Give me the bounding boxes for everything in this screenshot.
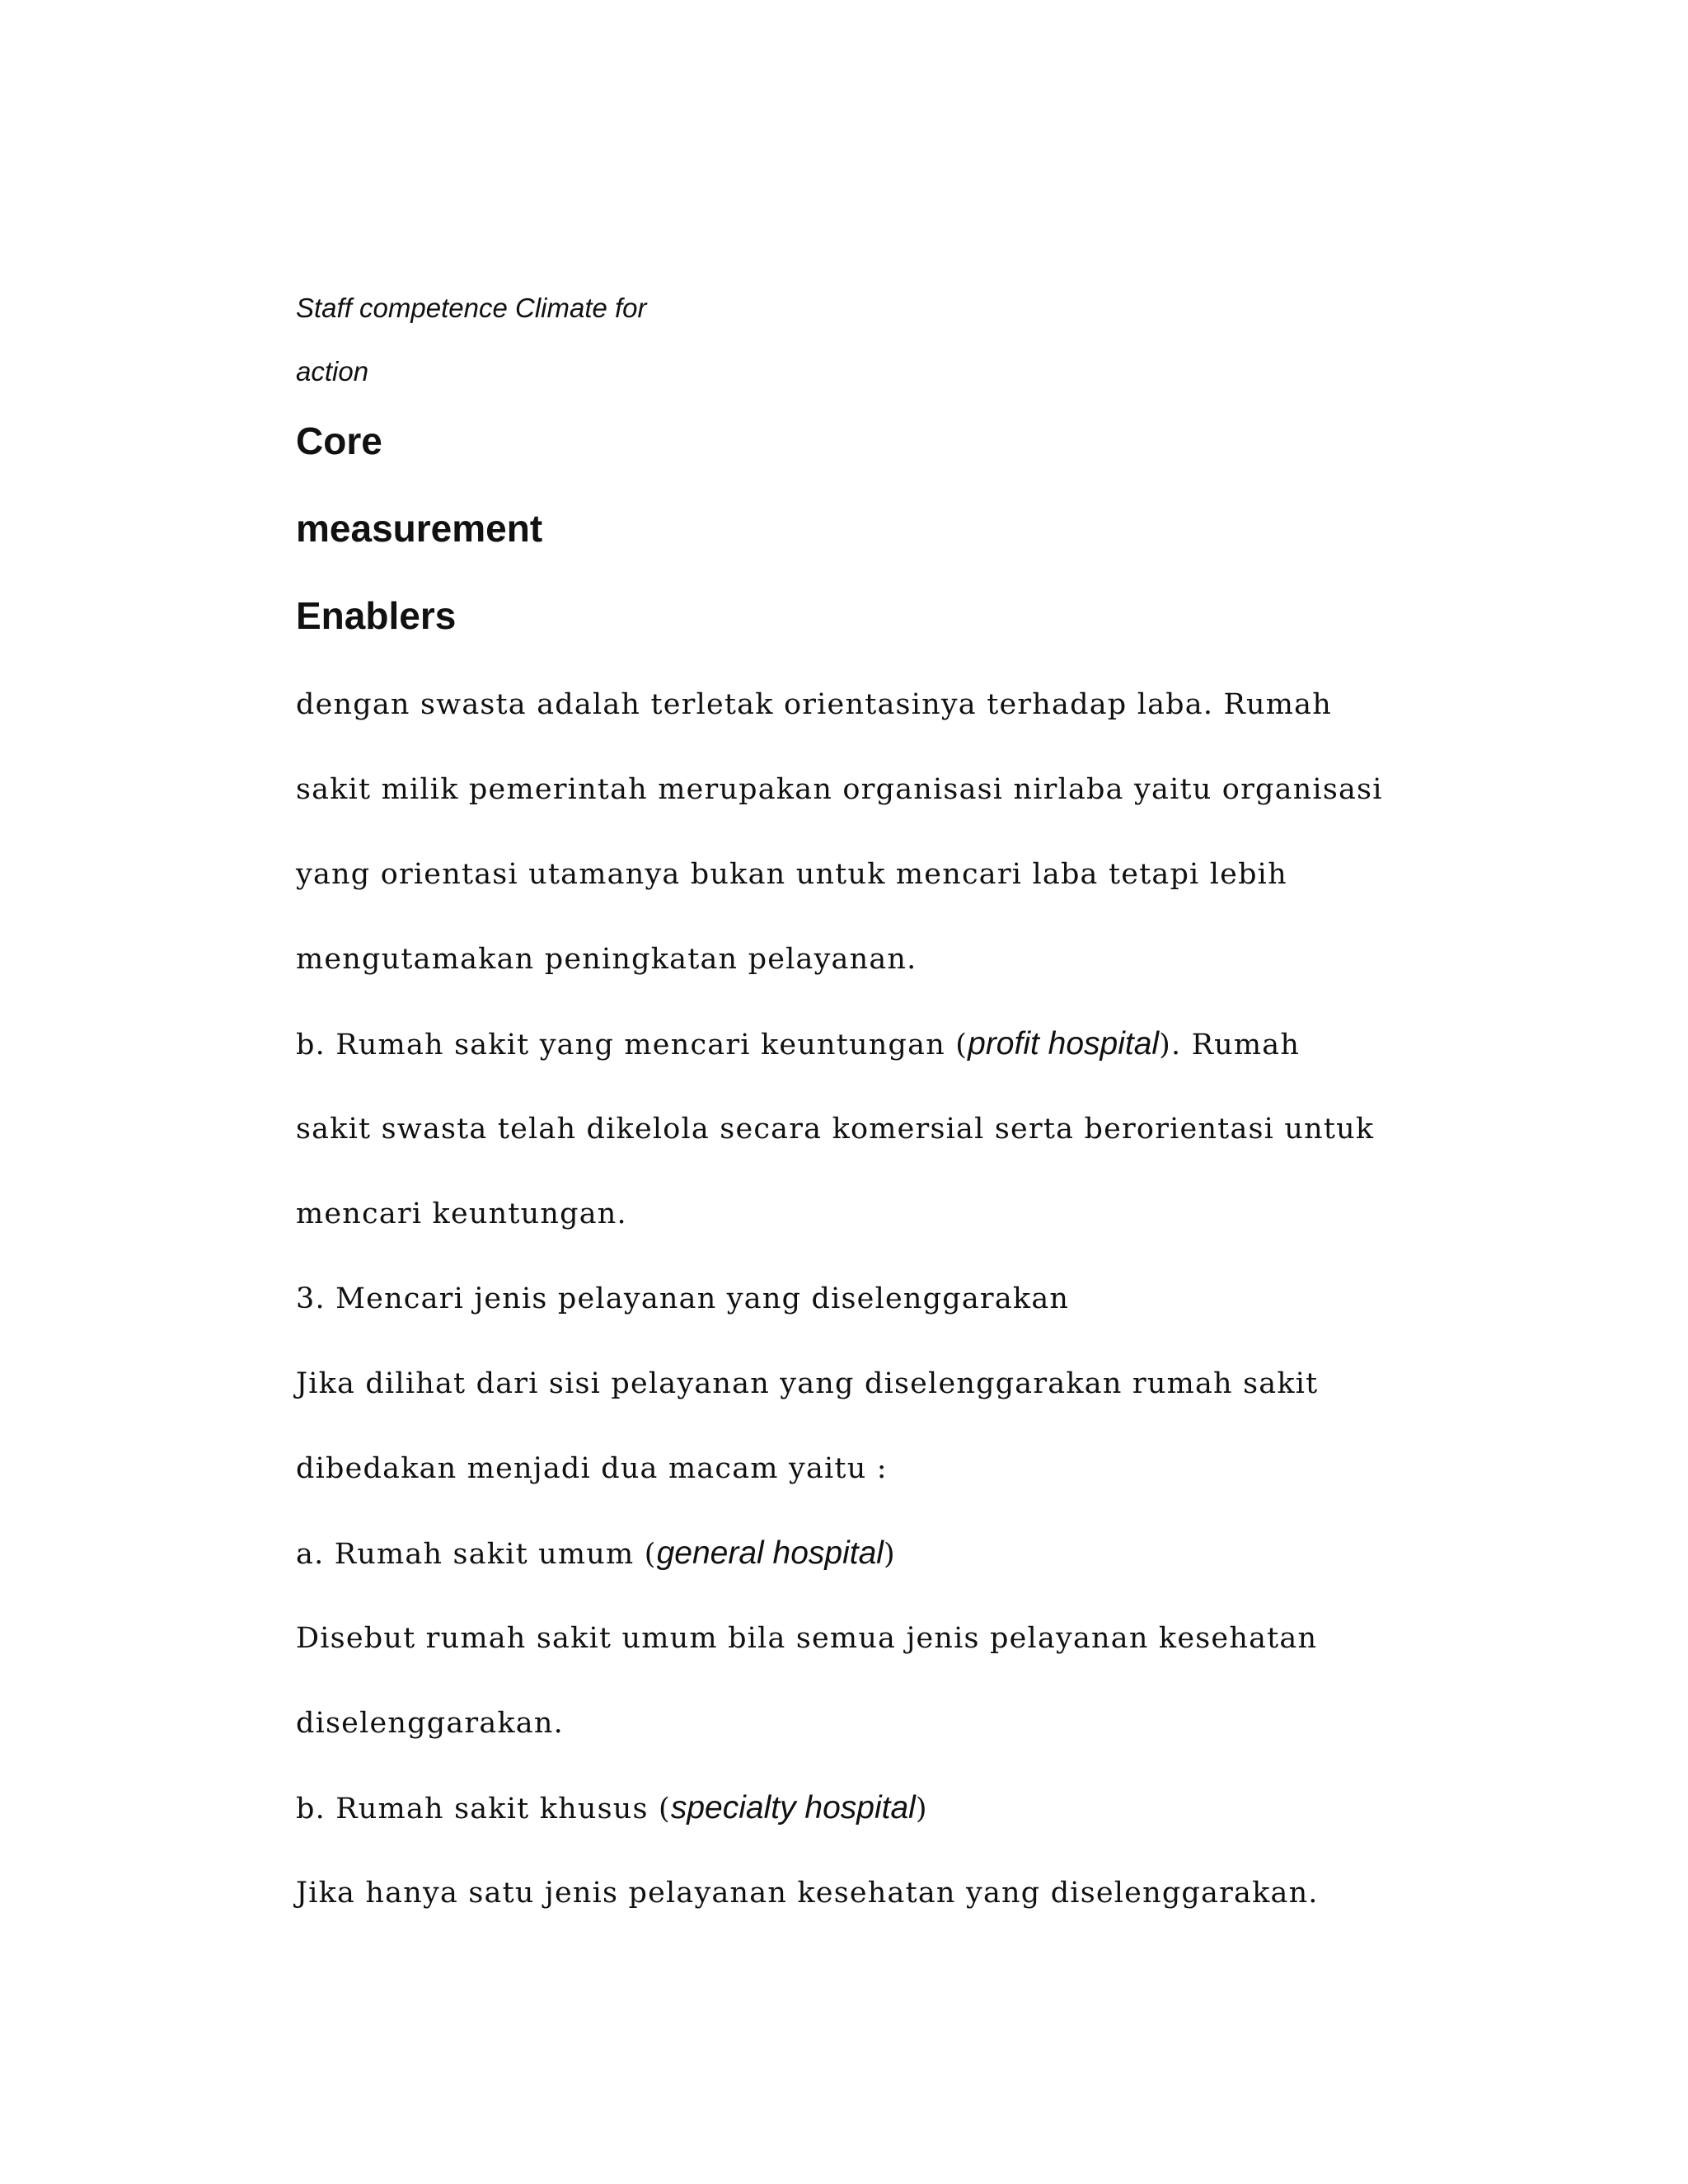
emphasis-term: general hospital (656, 1535, 884, 1571)
paragraph-line: diselenggarakan. (296, 1707, 564, 1740)
heading-core: Core (296, 419, 382, 462)
paragraph-line: sakit milik pemerintah merupakan organisasi nirlaba yaitu organisasi (296, 773, 1383, 806)
list-item-specialty-hospital (296, 1788, 928, 1830)
list-item-profit-hospital (296, 1024, 1300, 1066)
paragraph-line: mengutamakan peningkatan pelayanan. (296, 943, 917, 976)
paragraph-line: mencari keuntungan. (296, 1197, 627, 1230)
list-item-text: b. Rumah sakit khusus ( (296, 1793, 671, 1825)
emphasis-term: specialty hospital (670, 1790, 916, 1825)
heading-measurement: measurement (296, 507, 543, 550)
caption-line-1: Staff competence Climate for (296, 293, 647, 323)
list-item-text: a. Rumah sakit umum ( (296, 1538, 657, 1571)
paragraph-line: Disebut rumah sakit umum bila semua jenis pelayanan kesehatan (296, 1622, 1318, 1655)
paragraph-line: Jika dilihat dari sisi pelayanan yang diselenggarakan rumah sakit (296, 1367, 1319, 1400)
paragraph-line: Jika hanya satu jenis pelayanan kesehatan yang diselenggarakan. (296, 1877, 1319, 1910)
paragraph-line: dibedakan menjadi dua macam yaitu : (296, 1452, 888, 1485)
caption-line-2: action (296, 356, 369, 387)
heading-enablers: Enablers (296, 594, 457, 637)
paragraph-line: yang orientasi utamanya bukan untuk mencari laba tetapi lebih (296, 858, 1287, 891)
paragraph-line: dengan swasta adalah terletak orientasinya terhadap laba. Rumah (296, 688, 1332, 721)
list-item-text: ) (915, 1793, 928, 1825)
list-item-text: ) (883, 1538, 896, 1571)
list-item-general-hospital (296, 1533, 896, 1575)
emphasis-term: profit hospital (968, 1026, 1160, 1062)
list-item-text: b. Rumah sakit yang mencari keuntungan ( (296, 1029, 968, 1062)
section-heading-line: 3. Mencari jenis pelayanan yang diselenggarakan (296, 1282, 1070, 1315)
list-item-text: ). Rumah (1159, 1029, 1301, 1062)
paragraph-line: sakit swasta telah dikelola secara komersial serta berorientasi untuk (296, 1113, 1375, 1146)
